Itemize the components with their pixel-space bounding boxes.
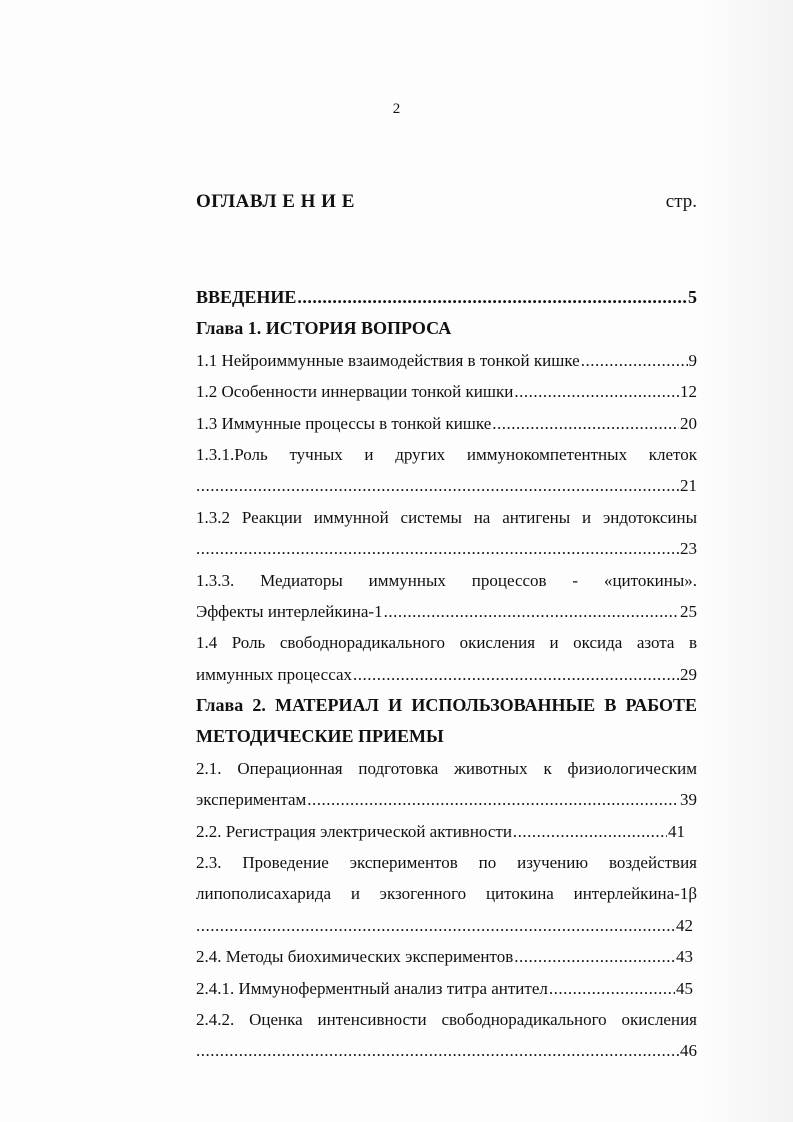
toc-entry-page: 25 [680, 601, 697, 621]
toc-entry-1-3-3-line2 [196, 596, 697, 627]
toc-entry-2-3-leader [196, 910, 697, 941]
dot-leader [492, 408, 679, 439]
toc-entry-page: 42 [676, 915, 693, 935]
toc-entry-1-3 [196, 408, 697, 439]
page-number: 2 [392, 101, 401, 117]
toc-entry-1-3-2-label: 1.3.2 Реакции иммунной системы на антигены и эндотоксины [196, 507, 697, 527]
toc-entry-label: 2.4.1. Иммуноферментный анализ титра антител [196, 978, 548, 998]
toc-entry-page: 12 [680, 382, 697, 402]
toc-entry-page: 29 [680, 664, 697, 684]
dot-leader [513, 816, 667, 847]
toc-entry-2-1-line1: 2.1. Операционная подготовка животных к физиологическим [196, 758, 697, 778]
toc-entry-label: экспериментам [196, 790, 307, 810]
toc-entry-page: 39 [680, 790, 697, 810]
dot-leader [307, 784, 679, 815]
toc-entry-introduction [196, 282, 697, 313]
toc-entry-1-3-1-leader [196, 470, 697, 501]
dot-leader [196, 1035, 679, 1066]
toc-entry-page: 9 [688, 350, 697, 370]
toc-entry-label: 1.3 Иммунные процессы в тонкой кишке [196, 413, 492, 433]
toc-entry-1-3-2-leader [196, 533, 697, 564]
toc-entry-2-3-line2: липополисахарида и экзогенного цитокина интерлейкина-1β [196, 884, 697, 904]
table-of-contents [196, 282, 697, 1067]
toc-entry-2-1-line2 [196, 784, 697, 815]
toc-chapter-2-title-line1: Глава 2. МАТЕРИАЛ И ИСПОЛЬЗОВАННЫЕ В РАБОТЕ [196, 695, 697, 716]
dot-leader [514, 941, 675, 972]
toc-chapter-2-title-line2: МЕТОДИЧЕСКИЕ ПРИЕМЫ [196, 726, 444, 747]
toc-entry-2-4 [196, 941, 697, 972]
dot-leader [384, 596, 679, 627]
toc-title: ОГЛАВЛ Е Н И Е [196, 191, 355, 212]
toc-entry-label: иммунных процессах [196, 664, 352, 684]
dot-leader [353, 659, 679, 690]
dot-leader [196, 910, 675, 941]
toc-entry-2-4-1 [196, 973, 697, 1004]
dot-leader [196, 533, 679, 564]
toc-entry-2-4-2-label: 2.4.2. Оценка интенсивности свободнорадикального окисления [196, 1009, 697, 1029]
toc-entry-page: 45 [676, 978, 693, 998]
dot-leader [196, 470, 679, 501]
toc-entry-label: 1.1 Нейроиммунные взаимодействия в тонкой кишке [196, 350, 580, 370]
toc-entry-1-2 [196, 376, 697, 407]
dot-leader [297, 282, 687, 313]
toc-entry-label: ВВЕДЕНИЕ [196, 287, 297, 307]
toc-entry-label: 2.4. Методы биохимических экспериментов [196, 947, 514, 967]
toc-header [196, 191, 697, 217]
toc-entry-1-4-line2 [196, 659, 697, 690]
toc-entry-2-3-line1: 2.3. Проведение экспериментов по изучению воздействия [196, 853, 697, 873]
toc-entry-page: 20 [680, 413, 697, 433]
scan-edge-shade [697, 0, 793, 1122]
toc-entry-page: 43 [676, 947, 693, 967]
toc-entry-page: 23 [680, 539, 697, 559]
toc-entry-1-1 [196, 345, 697, 376]
toc-page-label: стр. [665, 191, 697, 212]
toc-entry-1-3-1-label: 1.3.1.Роль тучных и других иммунокомпетентных клеток [196, 444, 697, 464]
toc-entry-page: 5 [688, 287, 697, 307]
toc-entry-1-3-3-line1: 1.3.3. Медиаторы иммунных процессов - «цитокины». [196, 570, 697, 590]
toc-entry-label: Эффекты интерлейкина-1 [196, 601, 383, 621]
dot-leader [581, 345, 688, 376]
toc-entry-label: 1.2 Особенности иннервации тонкой кишки [196, 382, 514, 402]
toc-entry-label: 2.2. Регистрация электрической активности [196, 821, 512, 841]
toc-entry-page: 41 [668, 821, 685, 841]
toc-entry-2-2 [196, 816, 697, 847]
toc-entry-1-4-line1: 1.4 Роль свободнорадикального окисления и оксида азота в [196, 633, 697, 653]
toc-entry-2-4-2-leader [196, 1035, 697, 1066]
dot-leader [514, 376, 679, 407]
toc-entry-page: 46 [680, 1041, 697, 1061]
toc-entry-page: 21 [680, 476, 697, 496]
toc-chapter-1-title: Глава 1. ИСТОРИЯ ВОПРОСА [196, 318, 452, 339]
dot-leader [549, 973, 675, 1004]
